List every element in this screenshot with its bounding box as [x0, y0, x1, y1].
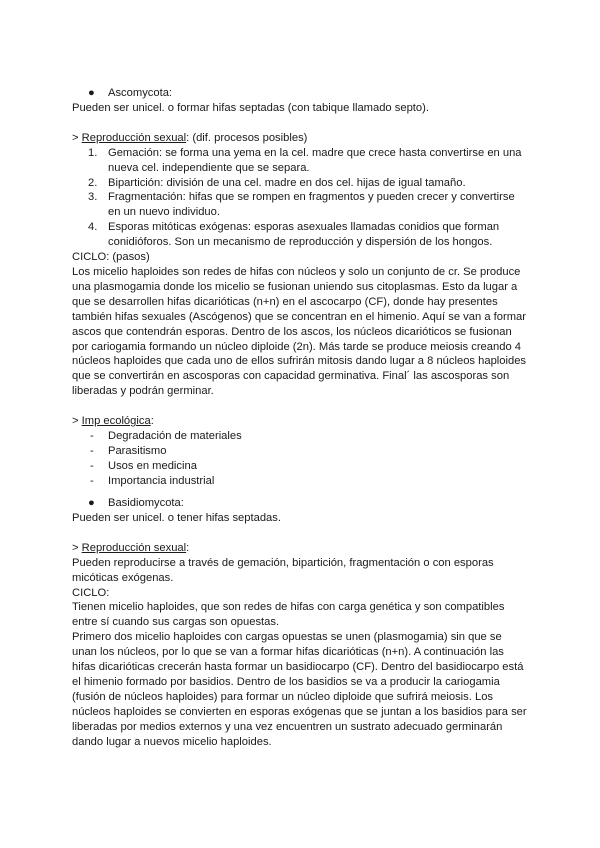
ascomycota-title: Ascomycota:: [108, 87, 173, 99]
process-text: Gemación: se forma una yema en la cel. madre que crece hasta convertirse en una nueva cel. independiente que se separa.: [108, 146, 522, 174]
imp-suffix: :: [150, 415, 154, 428]
dash-marker: -: [90, 444, 94, 457]
ascomycota-section: [72, 86, 528, 489]
dash-marker: -: [90, 459, 94, 472]
repro-suffix: :: [186, 541, 190, 554]
process-number: 4.: [88, 221, 98, 234]
basidiomycota-section: [72, 496, 528, 750]
imp-item: [72, 429, 528, 444]
imp-heading: [72, 414, 528, 429]
basidiomycota-heading: [72, 496, 528, 511]
repro-label: Reproducción sexual: [81, 131, 187, 144]
imp-label: Imp ecológica: [81, 415, 151, 428]
imp-item-text: Degradación de materiales: [108, 430, 242, 443]
dash-marker: -: [90, 430, 94, 443]
cycle-label: CICLO: (pasos): [72, 251, 150, 264]
repro-prefix: >: [72, 131, 82, 144]
process-text: Esporas mitóticas exógenas: esporas asexuales llamadas conidios que forman conidióforos. Son un mecanismo de reproducción y dispersión de los hongos.: [108, 221, 500, 249]
process-number: 3.: [88, 191, 98, 204]
ascomycota-intro: Pueden ser unicel. o formar hifas septadas (con tabique llamado septo).: [72, 101, 429, 114]
process-item: [72, 220, 528, 250]
basidio-cycle-p1: Tienen micelio haploides, que son redes de hifas con carga genética y son compatibles entre sí cuando sus cargas son opuestas.: [72, 601, 505, 629]
basidiomycota-title: Basidiomycota:: [108, 497, 184, 509]
imp-item: [72, 444, 528, 459]
repro-label: Reproducción sexual: [81, 541, 187, 554]
process-number: 2.: [88, 176, 98, 189]
ascomycota-repro-heading: [72, 131, 528, 146]
basidiomycota-intro: Pueden ser unicel. o tener hifas septadas.: [72, 511, 281, 524]
imp-item: [72, 474, 528, 489]
repro-suffix: : (dif. procesos posibles): [186, 131, 308, 144]
imp-item-text: Usos en medicina: [108, 459, 197, 472]
process-text: Bipartición: división de una cel. madre en dos cel. hijas de igual tamaño.: [108, 176, 466, 189]
process-item: [72, 176, 528, 191]
process-item: [72, 190, 528, 220]
bullet-icon: ●: [88, 497, 95, 509]
cycle-text: Los micelio haploides son redes de hifas con núcleos y solo un conjunto de cr. Se produce una plasmogamia donde los micelio se fusionan uniendo sus citoplasmas. Esto da lugar a que se desarrollen hifas dicarióticas (n+n) en el ascocarpo (CF), donde hay presentes también hifas sexuales (Ascógenos) que se concentran en el himenio. Aquí se van a formar ascos que contendrán esporas. Dentro de los ascos, los núcleos dicarióticos se fusionan por cariogamia formando un núcleo diploide (2n). Más tarde se produce meiosis creando 4 núcleos haploides que cada uno de ellos sufrirán mitosis dando lugar a 8 núcleos haploides que se convertirán en ascosporas con capacidad germinativa. Final´ las ascosporas son liberadas y podrán germinar.: [72, 265, 527, 398]
process-item: [72, 146, 528, 176]
ascomycota-heading: [72, 86, 528, 101]
basidio-cycle-p2: Primero dos micelio haploides con cargas opuestas se unen (plasmogamia) sin que se unan los núcleos, por lo que se van a formar hifas dicarióticas (n+n). A continuación las hifas dicarióticas crecerán hasta formar un basidiocarpo (CF). Dentro del basidiocarpo está el himenio formado por basidios. Dentro de los basidios se va a producir la cariogamia (fusión de núcleos haploides) para formar un núcleo diploide que sufrirá meiosis. Los núcleos haploides se convierten en esporas exógenas que se juntan a los basidios para ser liberadas por medios externos y una vez encuentren un sustrato adecuado germinarán dando lugar a nuevos micelio haploides.: [72, 631, 527, 748]
process-number: 1.: [88, 146, 98, 159]
imp-item-text: Importancia industrial: [108, 474, 215, 487]
imp-item: [72, 459, 528, 474]
repro-prefix: >: [72, 541, 82, 554]
imp-prefix: >: [72, 415, 82, 428]
dash-marker: -: [90, 474, 94, 487]
basidio-repro-heading: [72, 541, 528, 556]
bullet-icon: ●: [88, 87, 95, 99]
process-text: Fragmentación: hifas que se rompen en fragmentos y pueden crecer y convertirse en un nuevo individuo.: [108, 191, 515, 219]
imp-item-text: Parasitismo: [108, 444, 167, 457]
basidio-repro-text: Pueden reproducirse a través de gemación, bipartición, fragmentación o con esporas micóticas exógenas.: [72, 556, 494, 584]
basidio-cycle-label: CICLO:: [72, 586, 110, 599]
